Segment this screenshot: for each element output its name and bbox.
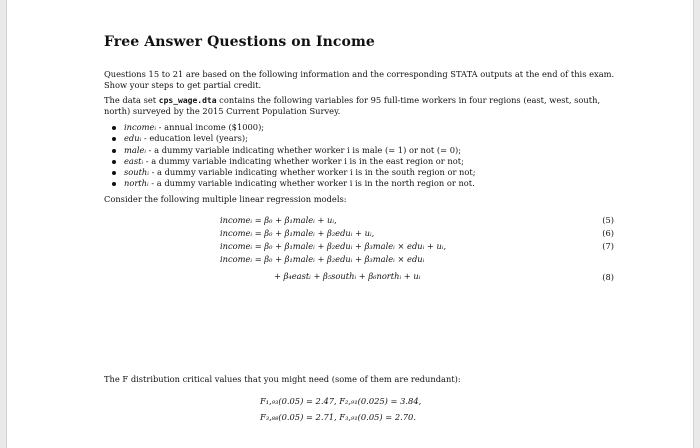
- variable-list: [104, 122, 624, 190]
- equation-8-line-2: + β₄eastᵢ + β₅southᵢ + β₆northᵢ + uᵢ: [274, 270, 421, 281]
- variable-item-south: [104, 167, 624, 178]
- bullet-icon: [112, 182, 116, 186]
- equation-block: [104, 215, 624, 323]
- page-title: Free Answer Questions on Income: [104, 34, 375, 50]
- equation-8-line-1: incomeᵢ = β₀ + β₁maleᵢ + β₂eduᵢ + β₃maleᵢ × eduᵢ: [220, 253, 425, 264]
- variable-name: southᵢ: [124, 167, 149, 178]
- variable-name: eduᵢ: [124, 133, 142, 144]
- equation-7: incomeᵢ = β₀ + β₁maleᵢ + β₂eduᵢ + β₃maleᵢ × eduᵢ + uᵢ,: [220, 240, 447, 251]
- variable-desc: - a dummy variable indicating whether worker i is male (= 1) or not (= 0);: [146, 144, 462, 155]
- f-intro-text: The F distribution critical values that you might need (some of them are redundant):: [104, 374, 461, 384]
- variable-name: maleᵢ: [124, 144, 147, 155]
- consider-text: Consider the following multiple linear regression models:: [104, 193, 347, 204]
- variable-name: northᵢ: [124, 178, 149, 189]
- intro-paragraph: Questions 15 to 21 are based on the following information and the corresponding STATA outputs at the end of this exam. Show your steps to get partial credit.: [104, 69, 615, 90]
- variable-desc: - annual income ($1000);: [156, 122, 265, 132]
- variable-item-north: [104, 178, 624, 189]
- variable-desc: - a dummy variable indicating whether worker i is in the south region or not;: [148, 167, 476, 178]
- bullet-icon: [112, 160, 116, 164]
- f-critical-values-line-1: F₁,₉₃(0.05) = 2.47, F₂,₉₁(0.025) = 3.84,: [260, 396, 422, 406]
- variable-desc: - education level (years);: [141, 133, 248, 144]
- equation-number-5: (5): [602, 214, 614, 225]
- bullet-icon: [112, 126, 116, 130]
- variable-name: incomeᵢ: [124, 122, 157, 132]
- equation-number-7: (7): [602, 240, 614, 251]
- variable-desc: - a dummy variable indicating whether worker i is in the east region or not;: [143, 155, 464, 166]
- variable-item-edu: [104, 133, 624, 144]
- dataset-text-pre: The data set: [104, 95, 159, 105]
- dataset-filename: cps_wage.dta: [158, 96, 217, 105]
- variable-name: eastᵢ: [124, 155, 144, 166]
- bullet-icon: [112, 171, 116, 175]
- variable-desc: - a dummy variable indicating whether worker i is in the north region or not.: [148, 178, 475, 189]
- equation-6: incomeᵢ = β₀ + β₁maleᵢ + β₂eduᵢ + uᵢ,: [220, 227, 375, 238]
- equation-5: incomeᵢ = β₀ + β₁maleᵢ + uᵢ,: [220, 214, 337, 225]
- dataset-paragraph: [104, 95, 624, 117]
- viewer-right-edge: [693, 0, 700, 448]
- dataset-text-post: contains the following variables for 95 full-time workers in four regions (east, west, south, north) surveyed by the 2015 Current Population Survey.: [104, 95, 601, 116]
- document-page: [104, 34, 624, 323]
- variable-item-male: [104, 145, 624, 156]
- viewer-left-edge: [0, 0, 7, 448]
- equation-number-8: (8): [602, 271, 614, 282]
- equation-number-6: (6): [602, 227, 614, 238]
- variable-item-east: [104, 156, 624, 167]
- variable-item-income: [104, 122, 624, 133]
- bullet-icon: [112, 149, 116, 153]
- bullet-icon: [112, 137, 116, 141]
- f-critical-values-line-2: F₃,₈₈(0.05) = 2.71, F₃,₉₁(0.05) = 2.70.: [260, 412, 416, 422]
